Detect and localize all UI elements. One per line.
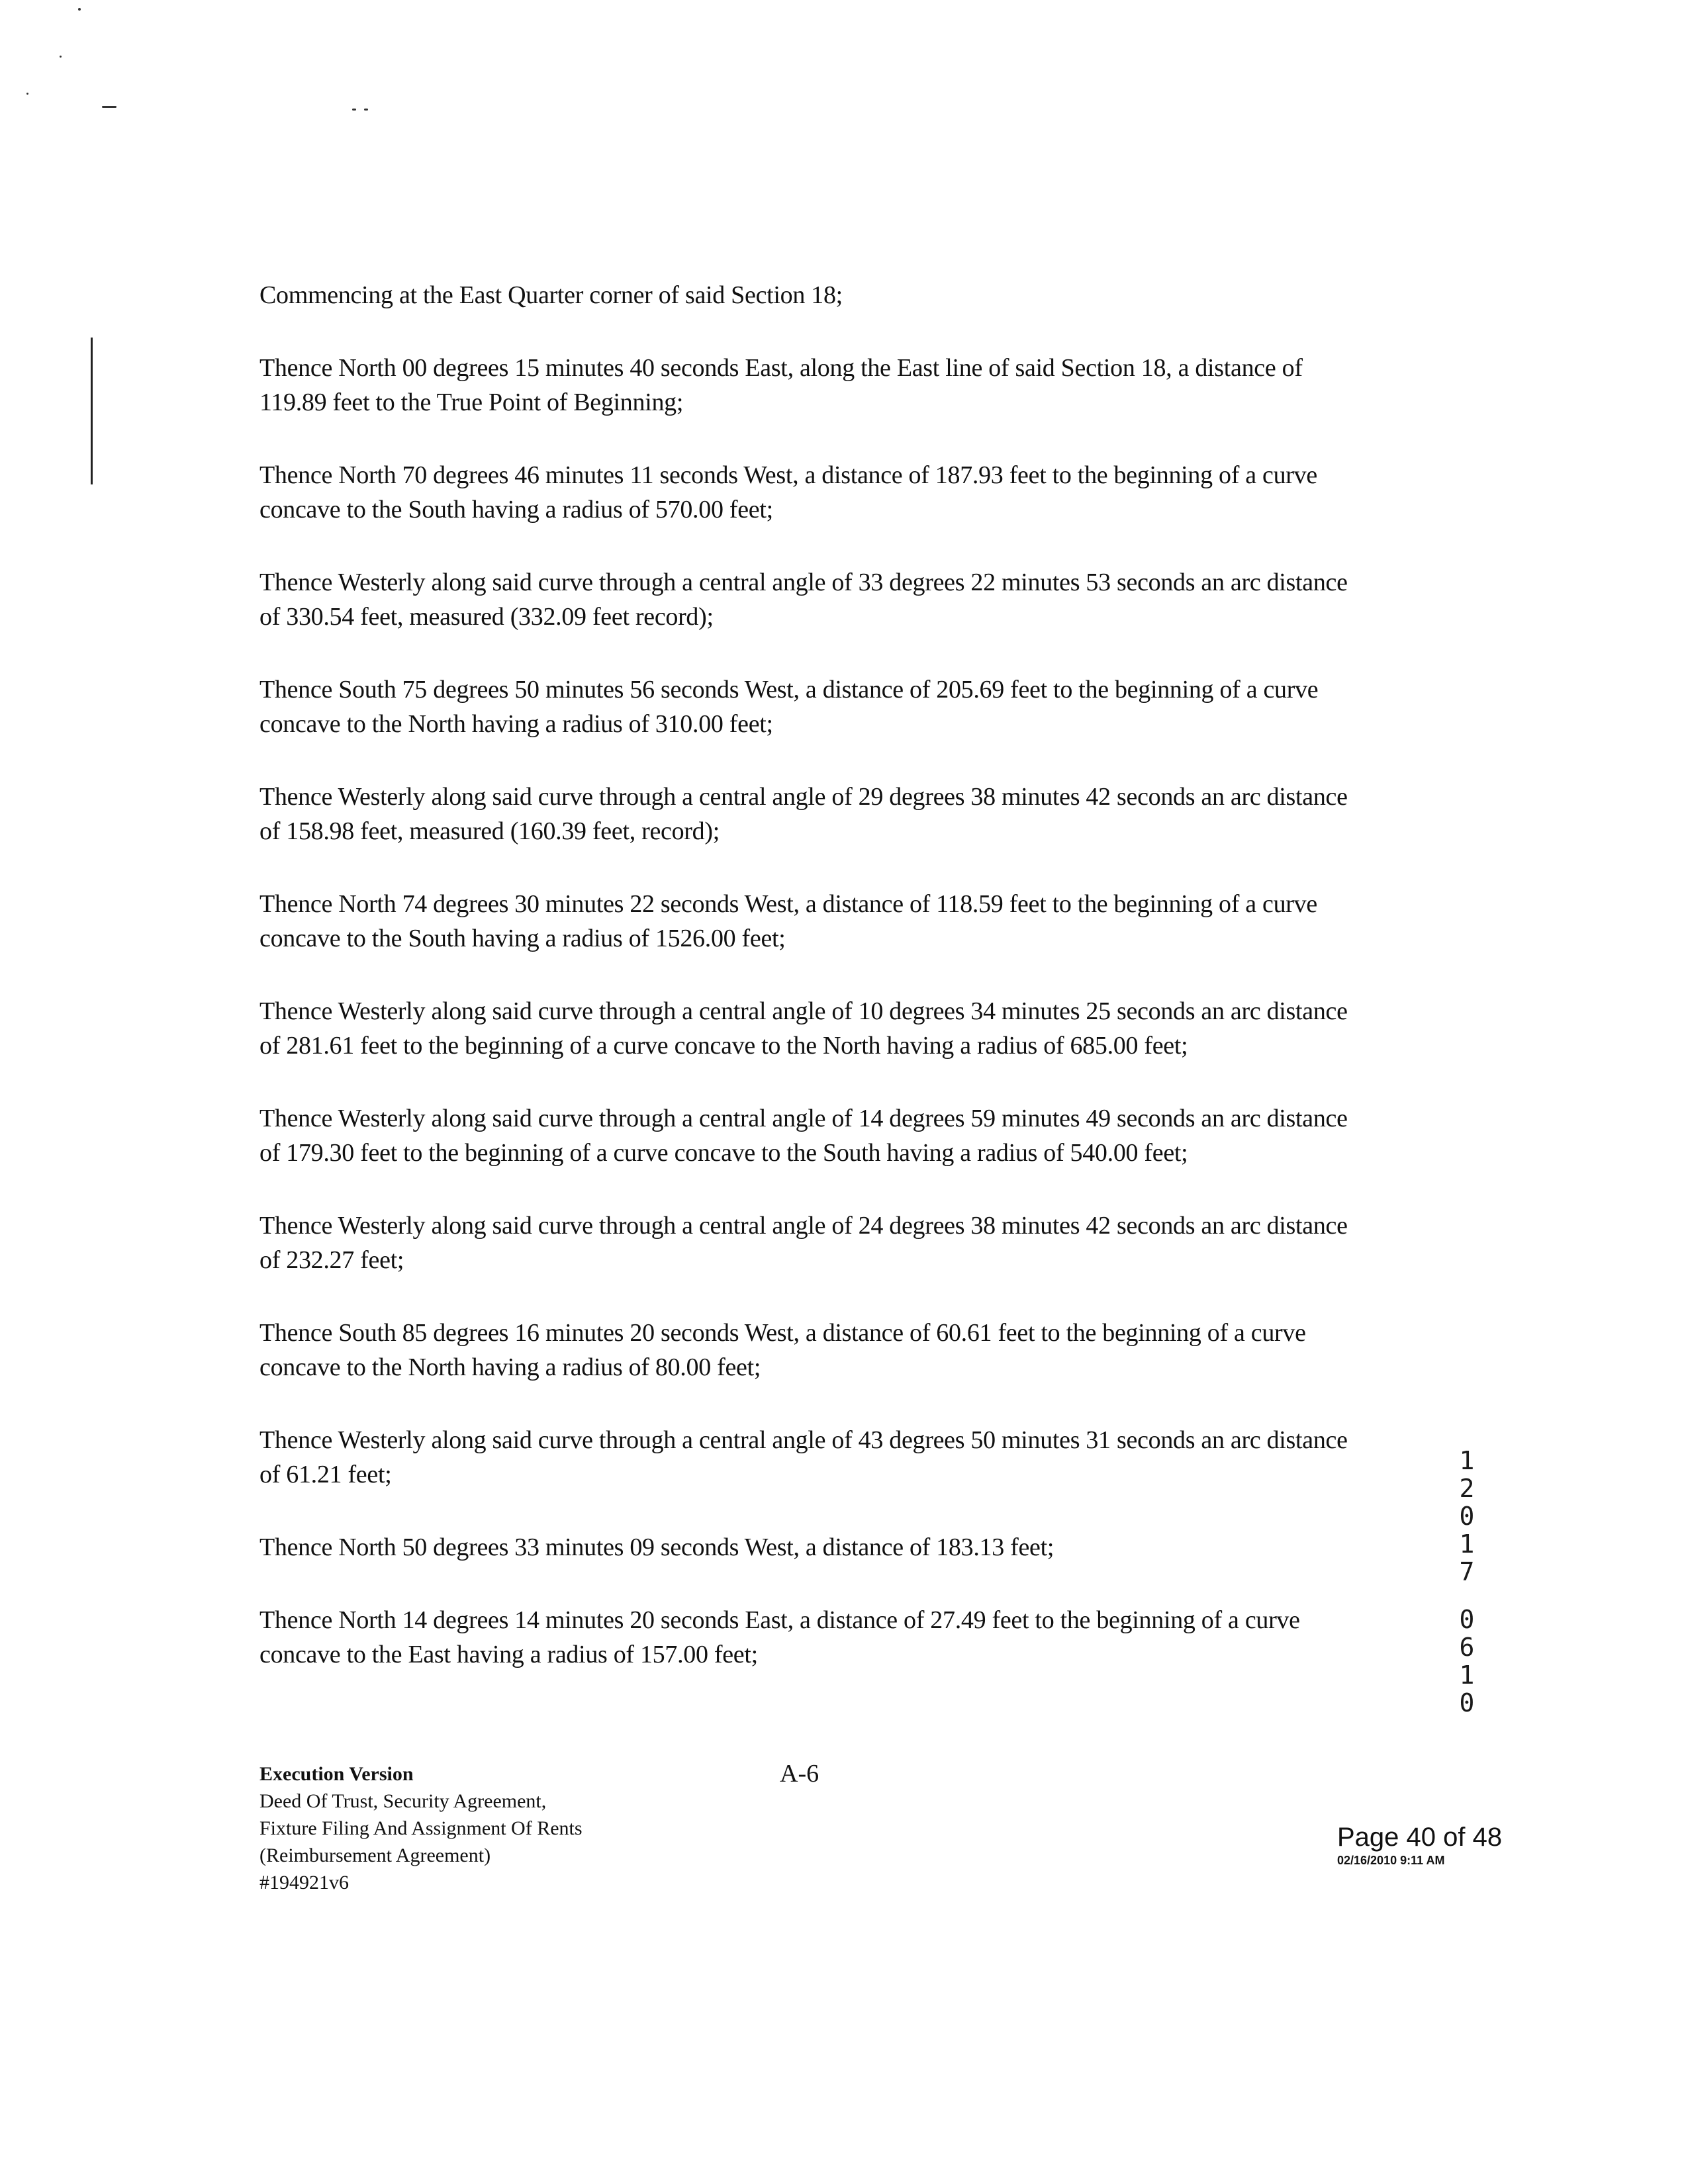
scan-speck bbox=[26, 93, 28, 95]
revision-margin-bar bbox=[91, 338, 93, 484]
legal-paragraph: Thence Westerly along said curve through a central angle of 43 degrees 50 minutes 31 seconds an arc distance of 61.21 feet; bbox=[259, 1426, 1348, 1488]
legal-paragraph: Thence Westerly along said curve through a central angle of 29 degrees 38 minutes 42 seconds an arc distance of 158.98 feet, measured (160.39 feet, record); bbox=[259, 783, 1348, 845]
scan-speck bbox=[102, 106, 117, 108]
recording-digit: 0 bbox=[1459, 1688, 1475, 1717]
recording-digit: 7 bbox=[1459, 1557, 1475, 1586]
footer-version: Execution Version bbox=[259, 1763, 414, 1785]
recording-digit: 0 bbox=[1459, 1502, 1475, 1531]
legal-paragraph: Thence North 74 degrees 30 minutes 22 seconds West, a distance of 118.59 feet to the beginning of a curve concave to the South having a radius of 1526.00 feet; bbox=[259, 890, 1317, 952]
legal-paragraph: Thence North 00 degrees 15 minutes 40 seconds East, along the East line of said Section 18, a distance of 119.89 feet to the True Point of Beginning; bbox=[259, 354, 1303, 416]
scan-speck bbox=[352, 109, 356, 111]
scan-speck bbox=[78, 8, 81, 11]
recording-digit: 2 bbox=[1459, 1474, 1475, 1503]
legal-paragraph: Thence Westerly along said curve through a central angle of 14 degrees 59 minutes 49 seconds an arc distance of 179.30 feet to the beginning of a curve concave to the South having a radius of 540.00 feet; bbox=[259, 1105, 1348, 1167]
legal-paragraph: Thence South 85 degrees 16 minutes 20 seconds West, a distance of 60.61 feet to the beginning of a curve concave to the North having a radius of 80.00 feet; bbox=[259, 1319, 1306, 1381]
recording-stamp bbox=[1337, 1821, 1502, 1868]
footer-doc-title-line: (Reimbursement Agreement) bbox=[259, 1844, 491, 1866]
legal-description bbox=[259, 278, 1358, 1710]
legal-paragraph: Thence Westerly along said curve through a central angle of 33 degrees 22 minutes 53 seconds an arc distance of 330.54 feet, measured (332.09 feet record); bbox=[259, 569, 1348, 631]
footer-doc-number: #194921v6 bbox=[259, 1872, 349, 1893]
footer-document-info bbox=[259, 1760, 583, 1896]
recording-digit: 1 bbox=[1459, 1661, 1475, 1690]
legal-paragraph: Thence North 14 degrees 14 minutes 20 seconds East, a distance of 27.49 feet to the beginning of a curve concave to the East having a radius of 157.00 feet; bbox=[259, 1606, 1300, 1668]
recording-digit: 6 bbox=[1459, 1633, 1475, 1662]
legal-paragraph: Thence North 70 degrees 46 minutes 11 seconds West, a distance of 187.93 feet to the beginning of a curve concave to the South having a radius of 570.00 feet; bbox=[259, 461, 1317, 523]
footer-doc-title-line: Deed Of Trust, Security Agreement, bbox=[259, 1790, 547, 1812]
legal-paragraph: Commencing at the East Quarter corner of said Section 18; bbox=[259, 281, 843, 309]
scan-speck bbox=[60, 56, 62, 58]
legal-paragraph: Thence North 50 degrees 33 minutes 09 seconds West, a distance of 183.13 feet; bbox=[259, 1533, 1054, 1561]
recording-number bbox=[1454, 1447, 1480, 1717]
recording-digit: 1 bbox=[1459, 1446, 1475, 1475]
page-count: Page 40 of 48 bbox=[1337, 1823, 1503, 1852]
legal-paragraph: Thence Westerly along said curve through a central angle of 24 degrees 38 minutes 42 seconds an arc distance of 232.27 feet; bbox=[259, 1212, 1348, 1274]
recording-digit: 0 bbox=[1459, 1605, 1475, 1634]
legal-paragraph: Thence Westerly along said curve through a central angle of 10 degrees 34 minutes 25 seconds an arc distance of 281.61 feet to the beginning of a curve concave to the North having a radius of 685.00 feet; bbox=[259, 997, 1348, 1060]
footer-doc-title-line: Fixture Filing And Assignment Of Rents bbox=[259, 1817, 583, 1839]
scan-speck bbox=[364, 109, 368, 111]
exhibit-page-number: A-6 bbox=[780, 1760, 819, 1788]
legal-paragraph: Thence South 75 degrees 50 minutes 56 seconds West, a distance of 205.69 feet to the beginning of a curve concave to the North having a radius of 310.00 feet; bbox=[259, 676, 1319, 738]
recording-timestamp: 02/16/2010 9:11 AM bbox=[1337, 1854, 1445, 1867]
recording-digit: 1 bbox=[1459, 1529, 1475, 1559]
recording-gap bbox=[1454, 1586, 1480, 1606]
